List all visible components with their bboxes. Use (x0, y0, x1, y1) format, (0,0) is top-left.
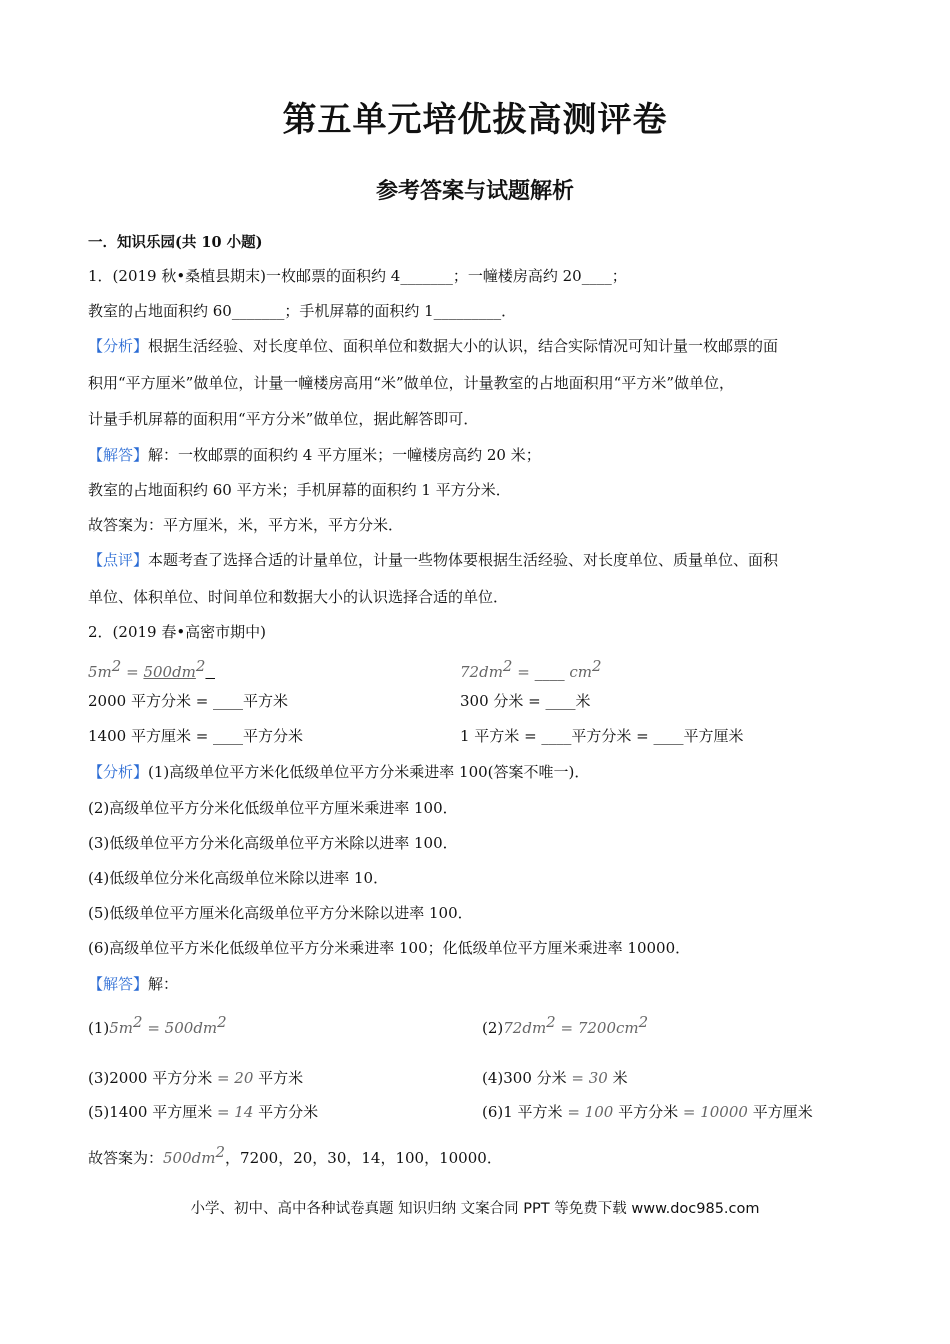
q2-row3-left: 1400 平方厘米 = ____平方分米 (88, 727, 304, 745)
q2-solution-3 (88, 1068, 303, 1088)
q1-comment-line2: 单位、体积单位、时间单位和数据大小的认识选择合适的单位． (88, 588, 509, 606)
solution-value: = 30 (566, 1069, 613, 1087)
math-term: cm (569, 663, 592, 681)
answer-tag: 【解答】 (88, 975, 149, 993)
solution-value: = 20 (212, 1069, 259, 1087)
q2-solution-5 (88, 1102, 318, 1122)
math-exp: 2 (111, 657, 122, 675)
q2-row1-right: $72dm^2$ = ____ $cm^2$ (460, 657, 602, 681)
solution-unit: 平方分米 (258, 1103, 319, 1121)
final-label: 故答案为： (88, 1149, 164, 1167)
q1-analysis-line3: 计量手机屏幕的面积用“平方分米”做单位，据此解答即可． (88, 410, 479, 428)
q2-final-answer (88, 1142, 502, 1168)
q2-answer-intro (88, 974, 178, 994)
solution-label: (2) (482, 1019, 504, 1037)
q2-solution-2 (482, 1012, 648, 1038)
q2-analysis-line3: (3)低级单位平方分米化高级单位平方米除以进率 100． (88, 834, 458, 852)
solution-unit: 平方米 (258, 1069, 304, 1087)
q1-line2: 教室的占地面积约 60_______；手机屏幕的面积约 1_________． (88, 302, 517, 320)
q2-analysis-line4: (4)低级单位分米化高级单位米除以进率 10． (88, 869, 389, 887)
section-heading: 一．知识乐园(共 10 小题) (88, 234, 263, 251)
q2-solution-1 (88, 1012, 227, 1038)
math-eq: = (121, 663, 144, 681)
math-term: 72dm (503, 1019, 547, 1037)
solution-text: (5)1400 平方厘米 (88, 1103, 213, 1121)
q2-row2-right: 300 分米 = ____米 (460, 692, 591, 710)
solution-unit: 平方厘米 (752, 1103, 813, 1121)
q2-analysis-line6: (6)高级单位平方米化低级单位平方分米乘进率 100；化低级单位平方厘米乘进率 10000． (88, 939, 691, 957)
math-exp: 2 (502, 657, 513, 675)
solution-label: (1) (88, 1019, 110, 1037)
solution-value: = 14 (212, 1103, 259, 1121)
q1-line1: 1．(2019 秋•桑植县期末)一枚邮票的面积约 4_______；一幢楼房高约 20____； (88, 267, 627, 285)
answer-text: 解：一枚邮票的面积约 4 平方厘米；一幢楼房高约 20 米； (148, 446, 541, 464)
q2-analysis-line2: (2)高级单位平方分米化低级单位平方厘米乘进率 100． (88, 799, 458, 817)
analysis-text: 根据生活经验、对长度单位、面积单位和数据大小的认识，结合实际情况可知计量一枚邮票的面 (148, 337, 779, 355)
q2-row1-left (88, 656, 215, 682)
math-exp: 2 (638, 1013, 649, 1031)
math-exp: 2 (546, 1013, 556, 1031)
q2-analysis-line5: (5)低级单位平方厘米化高级单位平方分米除以进率 100． (88, 904, 473, 922)
math-exp: 2 (195, 657, 206, 675)
analysis-tag: 【分析】 (88, 337, 149, 355)
comment-tag: 【点评】 (88, 551, 149, 569)
solution-unit: 平方分米 (618, 1103, 679, 1121)
analysis-tag: 【分析】 (88, 763, 149, 781)
solution-text: (4)300 分米 (482, 1069, 567, 1087)
math-term: = 7200cm (555, 1019, 639, 1037)
page-title: 第五单元培优拔高测评卷 (282, 100, 668, 140)
q1-answer-line3: 故答案为：平方厘米，米，平方米，平方分米． (88, 516, 404, 534)
math-exp: 2 (133, 1013, 143, 1031)
q1-analysis-line2: 积用“平方厘米”做单位，计量一幢楼房高用“米”做单位，计量教室的占地面积用“平方米”做单位， (88, 374, 735, 392)
math-exp: 2 (215, 1143, 226, 1161)
math-term: 5m (88, 663, 112, 681)
analysis-text: (1)高级单位平方米化低级单位平方分米乘进率 100(答案不唯一)． (148, 763, 590, 781)
q1-answer-line2: 教室的占地面积约 60 平方米；手机屏幕的面积约 1 平方分米． (88, 481, 511, 499)
comment-text: 本题考查了选择合适的计量单位，计量一些物体要根据生活经验、对长度单位、质量单位、面积 (148, 551, 779, 569)
footer-text: 小学、初中、高中各种试卷真题 知识归纳 文案合同 PPT 等免费下载 www.doc985.com (190, 1201, 760, 1217)
math-term: = 500dm (142, 1019, 218, 1037)
math-term: 500dm (143, 663, 196, 681)
math-exp: 2 (217, 1013, 227, 1031)
page-subtitle: 参考答案与试题解析 (375, 179, 574, 204)
solution-unit: 米 (612, 1069, 628, 1087)
q2-row3-right: 1 平方米 = ____平方分米 = ____平方厘米 (460, 727, 744, 745)
q2-analysis-line1 (88, 762, 589, 782)
answer-text: 解： (148, 975, 179, 993)
math-term: 500dm (163, 1149, 216, 1167)
solution-text: (3)2000 平方分米 (88, 1069, 213, 1087)
solution-value: = 10000 (678, 1103, 753, 1121)
solution-text: (6)1 平方米 (482, 1103, 563, 1121)
q2-solution-6 (482, 1102, 813, 1122)
q2-solution-4 (482, 1068, 628, 1088)
solution-value: = 100 (562, 1103, 619, 1121)
math-term: 5m (109, 1019, 134, 1037)
math-exp: 2 (591, 657, 602, 675)
answer-tag: 【解答】 (88, 446, 149, 464)
math-term: 72dm (460, 663, 503, 681)
final-values: ，7200，20，30，14，100，10000． (225, 1149, 502, 1167)
q2-row2-left: 2000 平方分米 = ____平方米 (88, 692, 289, 710)
q1-analysis-line1 (88, 336, 778, 356)
q2-header: 2．(2019 春•高密市期中) (88, 623, 267, 641)
q1-comment-line1 (88, 550, 778, 570)
q1-answer-line1 (88, 445, 541, 465)
math-eq: = (512, 663, 535, 681)
